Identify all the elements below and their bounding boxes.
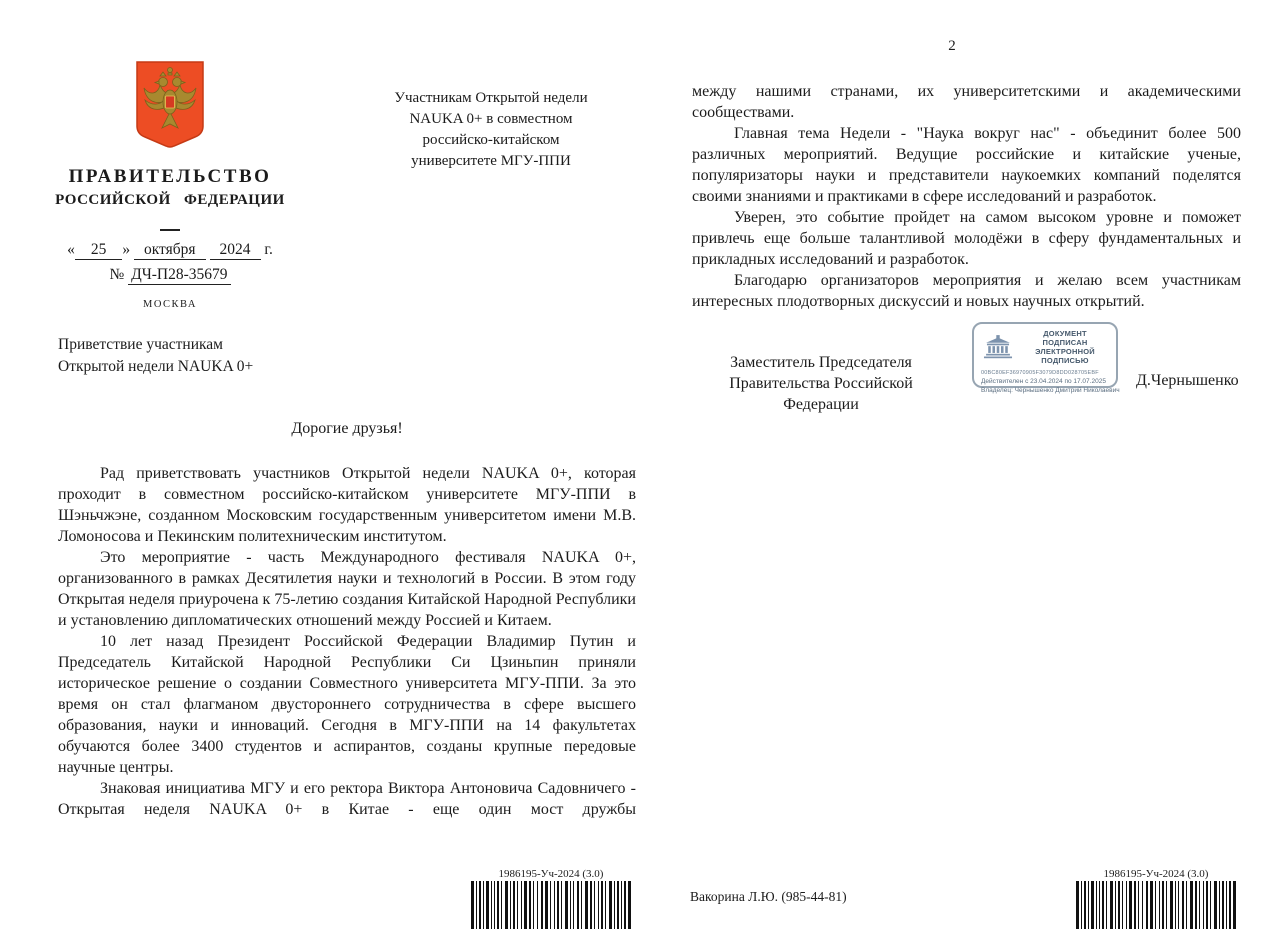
salutation: Дорогие друзья! — [291, 420, 403, 437]
paragraph: Главная тема Недели - "Наука вокруг нас" - объединит более 500 различных мероприятий. Ведущие российские и китайские ученые, популяризаторы науки и представители наукоемких компаний поделятся своими знаниями и практиками в сфере исследований и разработок. — [692, 125, 1241, 205]
addressee-line: университете МГУ-ППИ — [411, 153, 571, 169]
barcode-image — [471, 881, 631, 929]
body-page2 — [692, 81, 1241, 312]
stamp-owner: Владелец: Чернышенко Дмитрий Николаевич — [981, 387, 1120, 394]
letterhead-divider — [160, 229, 180, 231]
electronic-signature-stamp — [972, 322, 1120, 394]
subject-block — [58, 334, 253, 378]
barcode-block-left — [468, 868, 634, 934]
stamp-details — [974, 367, 1120, 395]
date-year: 2024 — [210, 241, 261, 260]
government-building-icon — [981, 335, 1015, 359]
paragraph: Благодарю организаторов мероприятия и желаю всем участникам интересных плодотворных дискуссий и новых научных открытий. — [692, 272, 1241, 310]
stamp-title-line: ДОКУМЕНТ ПОДПИСАН — [1042, 329, 1088, 347]
number-sign: № — [109, 265, 125, 283]
letterhead — [38, 60, 302, 310]
signer-position — [690, 352, 952, 415]
page-number: 2 — [948, 38, 956, 54]
org-title-line1: ПРАВИТЕЛЬСТВО — [68, 166, 272, 187]
stamp-certificate: 00BC80EF36970905F3079D8DD028705EBF — [981, 370, 1099, 376]
document-number: ДЧ-П28-35679 — [128, 266, 230, 285]
addressee-line: NAUKA 0+ в совместном — [409, 111, 573, 127]
coat-of-arms-icon — [134, 60, 206, 148]
stamp-title-line: ЭЛЕКТРОННОЙ ПОДПИСЬЮ — [1035, 347, 1095, 365]
stamp-header — [974, 324, 1116, 367]
body-page1 — [58, 463, 636, 820]
signer-position-line: Правительства Российской Федерации — [729, 375, 913, 413]
subject-line: Открытой недели NAUKA 0+ — [58, 358, 254, 375]
signer-name: Д.Чернышенко — [1136, 372, 1239, 389]
city-label: МОСКВА — [143, 298, 197, 310]
addressee-line: российско-китайском — [422, 132, 560, 148]
quote-open: « — [67, 241, 75, 258]
quote-close: » — [122, 241, 131, 258]
date-day: 25 — [75, 241, 123, 260]
org-title-line2: РОССИЙСКОЙ ФЕДЕРАЦИИ — [55, 192, 285, 208]
addressee-block — [345, 88, 637, 172]
paragraph: Знаковая инициатива МГУ и его ректора Виктора Антоновича Садовничего - Открытая неделя NAUKA 0+ в Китае - еще один мост дружбы — [58, 780, 636, 818]
stamp-validity: Действителен с 23.04.2024 по 17.07.2025 — [981, 378, 1106, 385]
subject-line: Приветствие участникам — [58, 336, 223, 353]
executor-contact: Вакорина Л.Ю. (985-44-81) — [690, 889, 847, 904]
date-suffix: г. — [264, 241, 273, 258]
paragraph: Уверен, это событие пройдет на самом высоком уровне и поможет привлечь еще больше талантливой молодёжи в сферу фундаментальных и прикладных исследований и разработок. — [692, 209, 1241, 268]
date-month: октября — [134, 241, 206, 260]
paragraph: Рад приветствовать участников Открытой недели NAUKA 0+, которая проходит в совместном российско-китайском университете МГУ-ППИ в Шэньчжэне, созданном Московским государственным университетом имени М.В. Ломоносова и Пекинским политехническим институтом. — [58, 465, 636, 545]
barcode-label: 1986195-Уч-2024 (3.0) — [1103, 868, 1209, 880]
barcode-label: 1986195-Уч-2024 (3.0) — [498, 868, 604, 880]
paragraph: между нашими странами, их университетскими и академическими сообществами. — [692, 83, 1241, 121]
addressee-line: Участникам Открытой недели — [394, 90, 588, 106]
paragraph: 10 лет назад Президент Российской Федерации Владимир Путин и Председатель Китайской Народной Республики Си Цзиньпин приняли историческое решение о создании Совместного университета МГУ-ППИ. За это время он стал флагманом двустороннего сотрудничества в сфере высшего образования, науки и инноваций. Сегодня в МГУ-ППИ на 14 факультетах обучаются более 3400 студентов и аспирантов, созданы крупные передовые научные центры. — [58, 633, 636, 776]
date-line — [38, 241, 302, 260]
signer-position-line: Заместитель Председателя — [730, 354, 912, 371]
document-number-line — [38, 266, 302, 285]
paragraph: Это мероприятие - часть Международного фестиваля NAUKA 0+, организованного в рамках Десятилетия науки и технологий в России. В этом году Открытая неделя приурочена к 75-летию создания Китайской Народной Республики и установлению дипломатических отношений между Россией и Китаем. — [58, 549, 636, 629]
barcode-block-right — [1076, 868, 1236, 934]
stamp-title — [1020, 329, 1110, 365]
barcode-image — [1076, 881, 1236, 929]
